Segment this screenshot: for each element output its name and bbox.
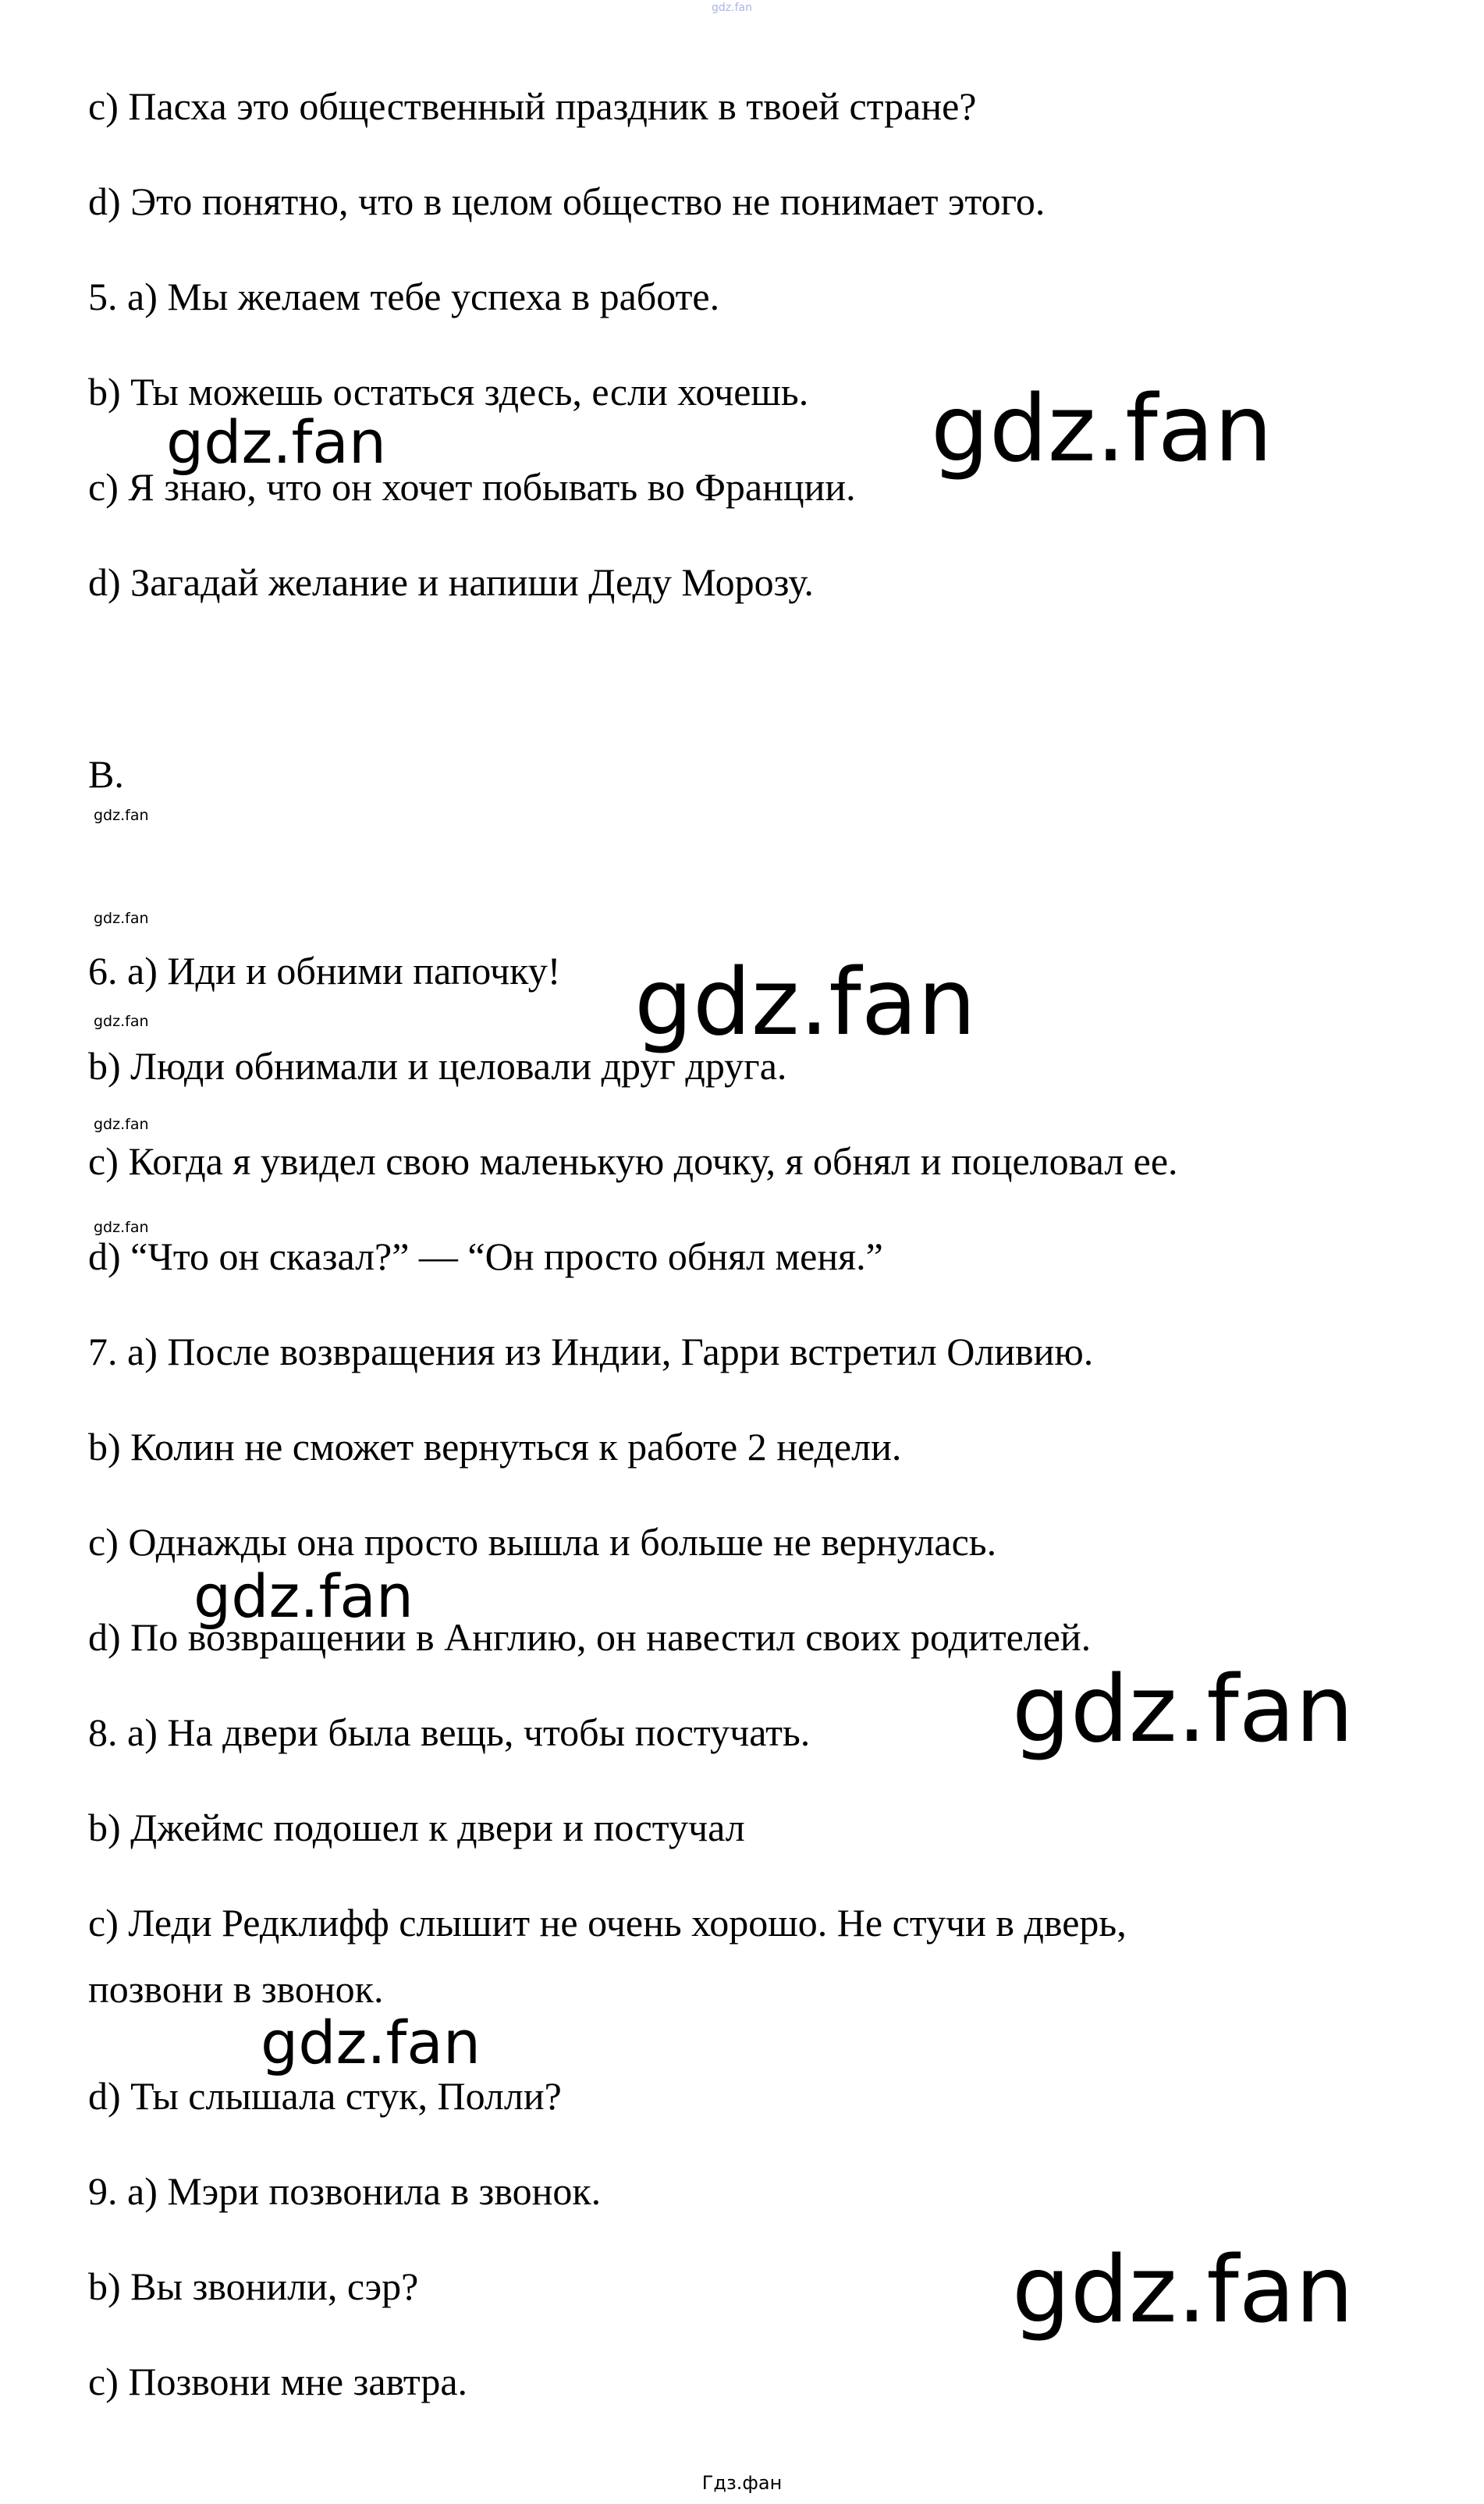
footer-watermark: Гдз.фан bbox=[701, 2472, 783, 2494]
watermark-top: gdz.fan bbox=[712, 2, 752, 14]
text-line: 5. a) Мы желаем тебе успеха в работе. bbox=[88, 275, 720, 318]
text-line: d) Это понятно, что в целом общество не понимает этого. bbox=[88, 179, 1046, 223]
text-line: b) Ты можешь остаться здесь, если хочешь. bbox=[88, 370, 809, 414]
text-line: d) “Что он сказал?” — “Он просто обнял меня.” bbox=[88, 1234, 883, 1278]
text-line: b) Колин не сможет вернуться к работе 2 недели. bbox=[88, 1425, 902, 1469]
watermark-medium: gdz.fan bbox=[261, 2008, 481, 2077]
text-line: c) Позвони мне завтра. bbox=[88, 2360, 468, 2403]
watermark-large: gdz.fan bbox=[634, 948, 976, 1056]
section-heading: B. bbox=[88, 752, 124, 796]
text-line: b) Джеймс подошел к двери и постучал bbox=[88, 1806, 745, 1849]
watermark-large: gdz.fan bbox=[931, 375, 1273, 482]
watermark-small: gdz.fan bbox=[94, 910, 149, 927]
text-line: b) Люди обнимали и целовали друг друга. bbox=[88, 1044, 787, 1088]
text-line: 8. a) На двери была вещь, чтобы постучать. bbox=[88, 1710, 811, 1754]
watermark-small: gdz.fan bbox=[94, 1013, 149, 1030]
text-line: 6. a) Иди и обними папочку! bbox=[88, 949, 561, 993]
text-line: c) Леди Редклифф слышит не очень хорошо. Не стучи в дверь, bbox=[88, 1901, 1127, 1945]
text-line: c) Однажды она просто вышла и больше не вернулась. bbox=[88, 1520, 997, 1564]
watermark-small: gdz.fan bbox=[94, 807, 149, 824]
watermark-large: gdz.fan bbox=[1012, 2236, 1354, 2343]
text-line: 9. a) Мэри позвонила в звонок. bbox=[88, 2169, 602, 2213]
text-line: d) Загадай желание и напиши Деду Морозу. bbox=[88, 560, 814, 604]
text-line: c) Пасха это общественный праздник в твоей стране? bbox=[88, 84, 977, 128]
watermark-medium: gdz.fan bbox=[166, 407, 387, 477]
watermark-small: gdz.fan bbox=[94, 1116, 149, 1133]
watermark-medium: gdz.fan bbox=[193, 1561, 414, 1631]
text-line: позвони в звонок. bbox=[88, 1967, 384, 2011]
text-line: c) Я знаю, что он хочет побывать во Франции. bbox=[88, 465, 856, 509]
text-line: b) Вы звонили, сэр? bbox=[88, 2264, 419, 2308]
text-line: d) Ты слышала стук, Полли? bbox=[88, 2074, 562, 2118]
text-line: c) Когда я увидел свою маленькую дочку, я обнял и поцеловал ее. bbox=[88, 1139, 1178, 1183]
text-line: 7. a) После возвращения из Индии, Гарри встретил Оливию. bbox=[88, 1330, 1094, 1373]
text-line: d) По возвращении в Англию, он навестил своих родителей. bbox=[88, 1615, 1092, 1659]
watermark-large: gdz.fan bbox=[1012, 1655, 1354, 1763]
watermark-small: gdz.fan bbox=[94, 1219, 149, 1236]
